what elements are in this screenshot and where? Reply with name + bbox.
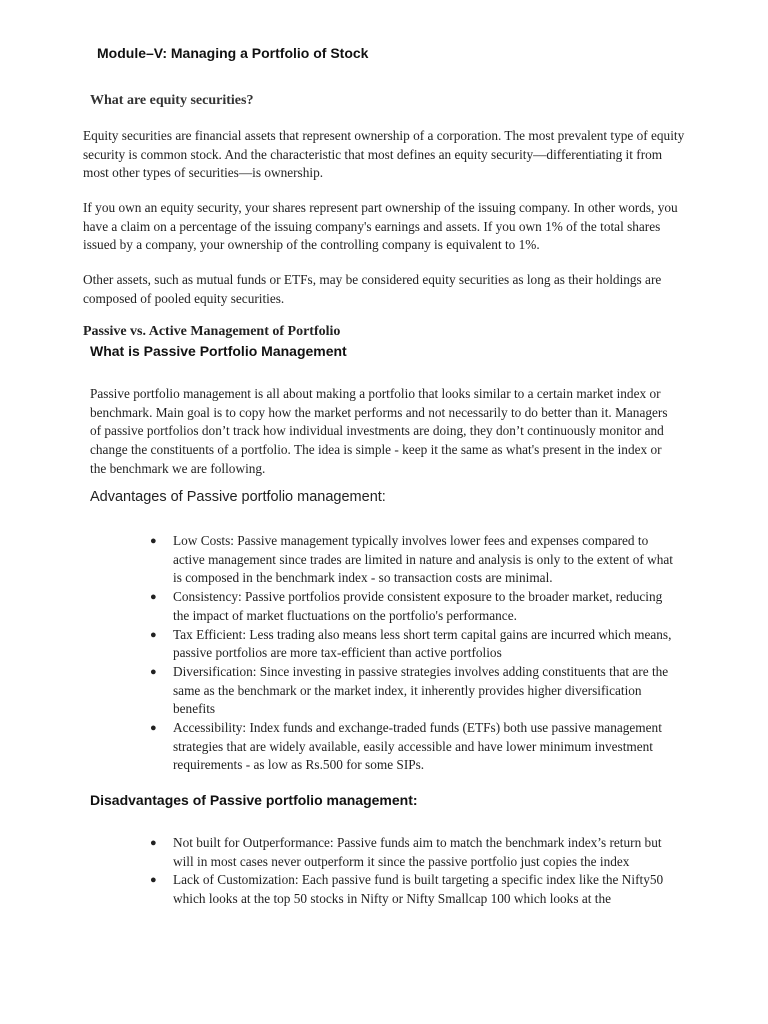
module-title: Module–V: Managing a Portfolio of Stock (97, 45, 369, 61)
bullet-icon: ● (150, 628, 157, 641)
passive-heading: What is Passive Portfolio Management (90, 343, 347, 359)
section-heading: Passive vs. Active Management of Portfolio (83, 324, 341, 339)
paragraph-other-assets: Other assets, such as mutual funds or ETFs, may be considered equity securities as long as their holdings are composed of pooled equity securities. (83, 272, 662, 306)
list-item: ● Diversification: Since investing in passive strategies involves adding constituents that are the same as the benchmark or the market index, it inherently provides higher diversification benefits (150, 663, 669, 717)
list-item: ● Lack of Customization: Each passive fund is built targeting a specific index like the Nifty50 which looks at the top 50 stocks in Nifty or Nifty Smallcap 100 which looks at the (150, 872, 664, 907)
question-heading: What are equity securities? (90, 93, 254, 108)
list-item: ● Accessibility: Index funds and exchange-traded funds (ETFs) both use passive management strategies that are widely available, easily accessible and have lower minimum investment requirements - as low as Rs.500 for some SIPs. (150, 720, 662, 773)
advantages-list (150, 532, 680, 775)
bullet-icon: ● (150, 874, 157, 887)
bullet-icon: ● (150, 837, 157, 849)
advantages-heading: Advantages of Passive portfolio management: (90, 489, 386, 505)
list-item: ● Tax Efficient: Less trading also means less short term capital gains are incurred which means, passive portfolios are more tax-efficient than active portfolios (150, 626, 672, 661)
bullet-icon: ● (150, 665, 157, 678)
list-item: ● Not built for Outperformance: Passive funds aim to match the benchmark index’s return but will in most cases never outperform it since the passive portfolio just copies the index (150, 835, 662, 869)
disadvantages-list (150, 834, 680, 909)
list-item: ● Low Costs: Passive management typically involves lower fees and expenses compared to active management since trades are limited in nature and analysis is only to the extent of what is composed in the benchmark index - so transaction costs are minimal. (150, 533, 673, 586)
paragraph-ownership: If you own an equity security, your shares represent part ownership of the issuing company. In other words, you have a claim on a percentage of the issuing company's earnings and assets. If you own 1% of the total shares issued by a company, your ownership of the controlling company is equivalent to 1%. (83, 200, 678, 252)
paragraph-equity-definition: Equity securities are financial assets that represent ownership of a corporation. The most prevalent type of equity security is common stock. And the characteristic that most defines an equity security—differentiating it from most other types of securities—is ownership. (83, 128, 685, 180)
bullet-icon: ● (150, 535, 157, 547)
passive-paragraph: Passive portfolio management is all about making a portfolio that looks similar to a certain market index or benchmark. Main goal is to copy how the market performs and not necessarily to do better than it. Managers of passive portfolios don’t track how individual investments are doing, they don’t continuously monitor and change the constituents of a portfolio. The idea is simple - keep it the same as what's present in the index or the benchmark we are following. (90, 386, 668, 476)
disadvantages-heading: Disadvantages of Passive portfolio management: (90, 792, 418, 808)
bullet-icon: ● (150, 591, 157, 604)
bullet-icon: ● (150, 722, 157, 735)
list-item: ● Consistency: Passive portfolios provide consistent exposure to the broader market, reducing the impact of market fluctuations on the portfolio's performance. (150, 589, 663, 623)
